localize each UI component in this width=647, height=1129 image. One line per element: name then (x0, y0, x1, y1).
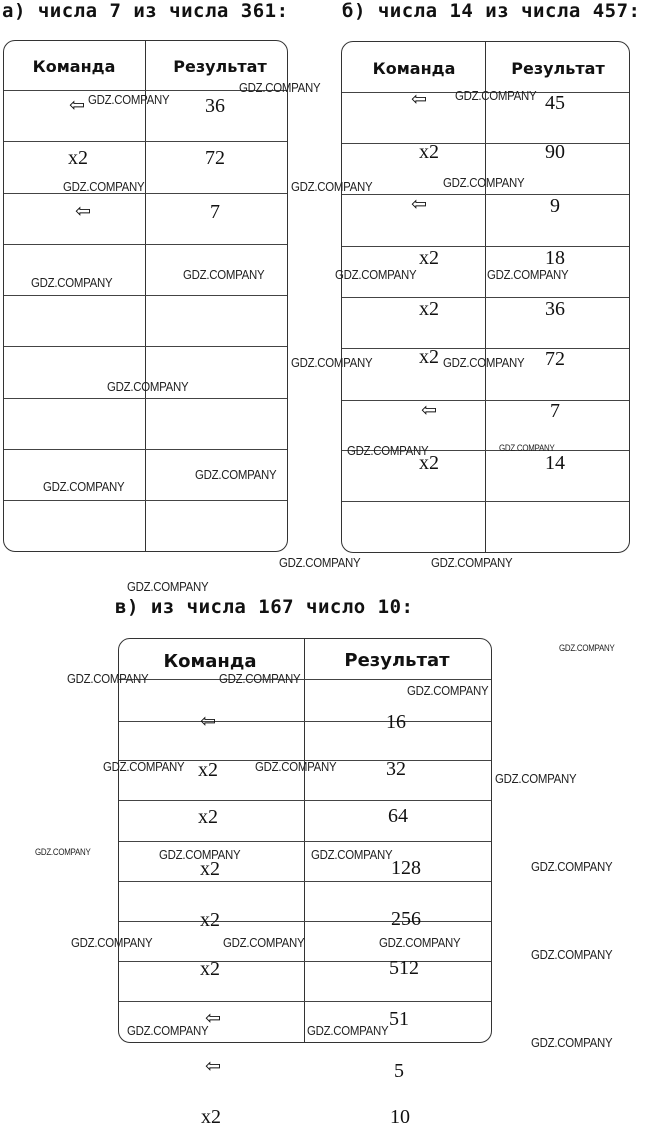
task-b-result-5: 36 (545, 298, 565, 320)
watermark: GDZ.COMPANY (255, 759, 337, 774)
task-a-result-2: 72 (205, 147, 225, 169)
watermark: GDZ.COMPANY (107, 379, 189, 394)
watermark: GDZ.COMPANY (159, 847, 241, 862)
row-divider (4, 141, 287, 142)
watermark: GDZ.COMPANY (71, 935, 153, 950)
task-b-result-7: 7 (550, 400, 560, 422)
task-c-result-4: 128 (391, 857, 421, 879)
task-c-result-7: 51 (389, 1008, 409, 1030)
watermark: GDZ.COMPANY (379, 935, 461, 950)
row-divider (342, 143, 629, 144)
task-c-result-5: 256 (391, 908, 421, 930)
task-c-header-result: Результат (344, 650, 450, 671)
task-a-result-3: 7 (210, 201, 220, 223)
watermark: GDZ.COMPANY (495, 771, 577, 786)
row-divider (342, 400, 629, 401)
row-divider (4, 193, 287, 194)
watermark: GDZ.COMPANY (443, 175, 525, 190)
watermark: GDZ.COMPANY (531, 947, 613, 962)
watermark: GDZ.COMPANY (127, 579, 209, 594)
watermark: GDZ.COMPANY (31, 275, 113, 290)
task-a-command-2: x2 (68, 147, 88, 169)
task-a-header-command: Команда (32, 57, 116, 76)
task-c-command-2: x2 (198, 759, 218, 781)
task-b-command-5: x2 (419, 298, 439, 320)
task-b-command-6: x2 (419, 346, 439, 368)
task-b-result-2: 90 (545, 141, 565, 163)
watermark: GDZ.COMPANY (307, 1023, 389, 1038)
watermark: GDZ.COMPANY (407, 683, 489, 698)
row-divider (119, 679, 491, 680)
watermark: GDZ.COMPANY (443, 355, 525, 370)
watermark: GDZ.COMPANY (335, 267, 417, 282)
row-divider (119, 1001, 491, 1002)
watermark: GDZ.COMPANY (219, 671, 301, 686)
task-c-command-8: ⇦ (205, 1055, 221, 1077)
row-divider (4, 449, 287, 450)
row-divider (4, 346, 287, 347)
watermark: GDZ.COMPANY (35, 847, 91, 857)
row-divider (4, 500, 287, 501)
task-c-command-3: x2 (198, 806, 218, 828)
task-c-command-1: ⇦ (200, 710, 216, 732)
row-divider (342, 246, 629, 247)
watermark: GDZ.COMPANY (291, 355, 373, 370)
task-c-result-8: 5 (394, 1060, 404, 1082)
row-divider (119, 841, 491, 842)
watermark: GDZ.COMPANY (455, 88, 537, 103)
watermark: GDZ.COMPANY (531, 1035, 613, 1050)
row-divider (119, 881, 491, 882)
task-c-result-3: 64 (388, 805, 408, 827)
task-b-command-1: ⇦ (411, 88, 427, 110)
row-divider (119, 800, 491, 801)
task-a-command-3: ⇦ (75, 200, 91, 222)
row-divider (342, 348, 629, 349)
watermark: GDZ.COMPANY (311, 847, 393, 862)
task-a-header-result: Результат (173, 57, 267, 76)
task-c-command-6: x2 (200, 958, 220, 980)
watermark: GDZ.COMPANY (347, 443, 429, 458)
watermark: GDZ.COMPANY (559, 643, 615, 653)
task-b-header-result: Результат (511, 59, 605, 78)
task-c-result-9: 10 (390, 1106, 410, 1128)
row-divider (4, 295, 287, 296)
watermark: GDZ.COMPANY (183, 267, 265, 282)
task-c-command-5: x2 (200, 909, 220, 931)
task-a-command-1: ⇦ (69, 94, 85, 116)
watermark: GDZ.COMPANY (43, 479, 125, 494)
task-b-header-command: Команда (372, 59, 456, 78)
task-b-result-8: 14 (545, 452, 565, 474)
task-b-command-3: ⇦ (411, 193, 427, 215)
watermark: GDZ.COMPANY (63, 179, 145, 194)
row-divider (342, 501, 629, 502)
task-b-result-6: 72 (545, 348, 565, 370)
task-b-command-7: ⇦ (421, 399, 437, 421)
task-c-command-9: x2 (201, 1106, 221, 1128)
watermark: GDZ.COMPANY (67, 671, 149, 686)
watermark: GDZ.COMPANY (103, 759, 185, 774)
watermark: GDZ.COMPANY (239, 80, 321, 95)
task-b-command-2: x2 (419, 141, 439, 163)
row-divider (342, 297, 629, 298)
row-divider (342, 194, 629, 195)
task-c-result-6: 512 (389, 957, 419, 979)
task-c-title: в) из числа 167 число 10: (115, 596, 414, 618)
watermark: GDZ.COMPANY (531, 859, 613, 874)
task-b-result-3: 9 (550, 195, 560, 217)
task-b-command-4: x2 (419, 247, 439, 269)
watermark: GDZ.COMPANY (487, 267, 569, 282)
task-c-command-7: ⇦ (205, 1007, 221, 1029)
watermark: GDZ.COMPANY (195, 467, 277, 482)
watermark: GDZ.COMPANY (431, 555, 513, 570)
row-divider (4, 398, 287, 399)
task-c-result-1: 16 (386, 711, 406, 733)
task-b-table (341, 41, 630, 553)
task-a-result-1: 36 (205, 95, 225, 117)
row-divider (119, 721, 491, 722)
watermark: GDZ.COMPANY (88, 92, 170, 107)
watermark: GDZ.COMPANY (499, 443, 555, 453)
task-c-result-2: 32 (386, 758, 406, 780)
watermark: GDZ.COMPANY (127, 1023, 209, 1038)
task-c-table (118, 638, 492, 1043)
watermark: GDZ.COMPANY (223, 935, 305, 950)
row-divider (119, 921, 491, 922)
task-c-command-4: x2 (200, 858, 220, 880)
watermark: GDZ.COMPANY (291, 179, 373, 194)
task-b-command-8: x2 (419, 452, 439, 474)
row-divider (4, 244, 287, 245)
task-b-result-4: 18 (545, 247, 565, 269)
task-a-title: а) числа 7 из числа 361: (2, 0, 289, 22)
task-c-header-command: Команда (163, 651, 257, 672)
task-b-result-1: 45 (545, 92, 565, 114)
watermark: GDZ.COMPANY (279, 555, 361, 570)
task-b-title: б) числа 14 из числа 457: (342, 0, 641, 22)
row-divider (119, 961, 491, 962)
